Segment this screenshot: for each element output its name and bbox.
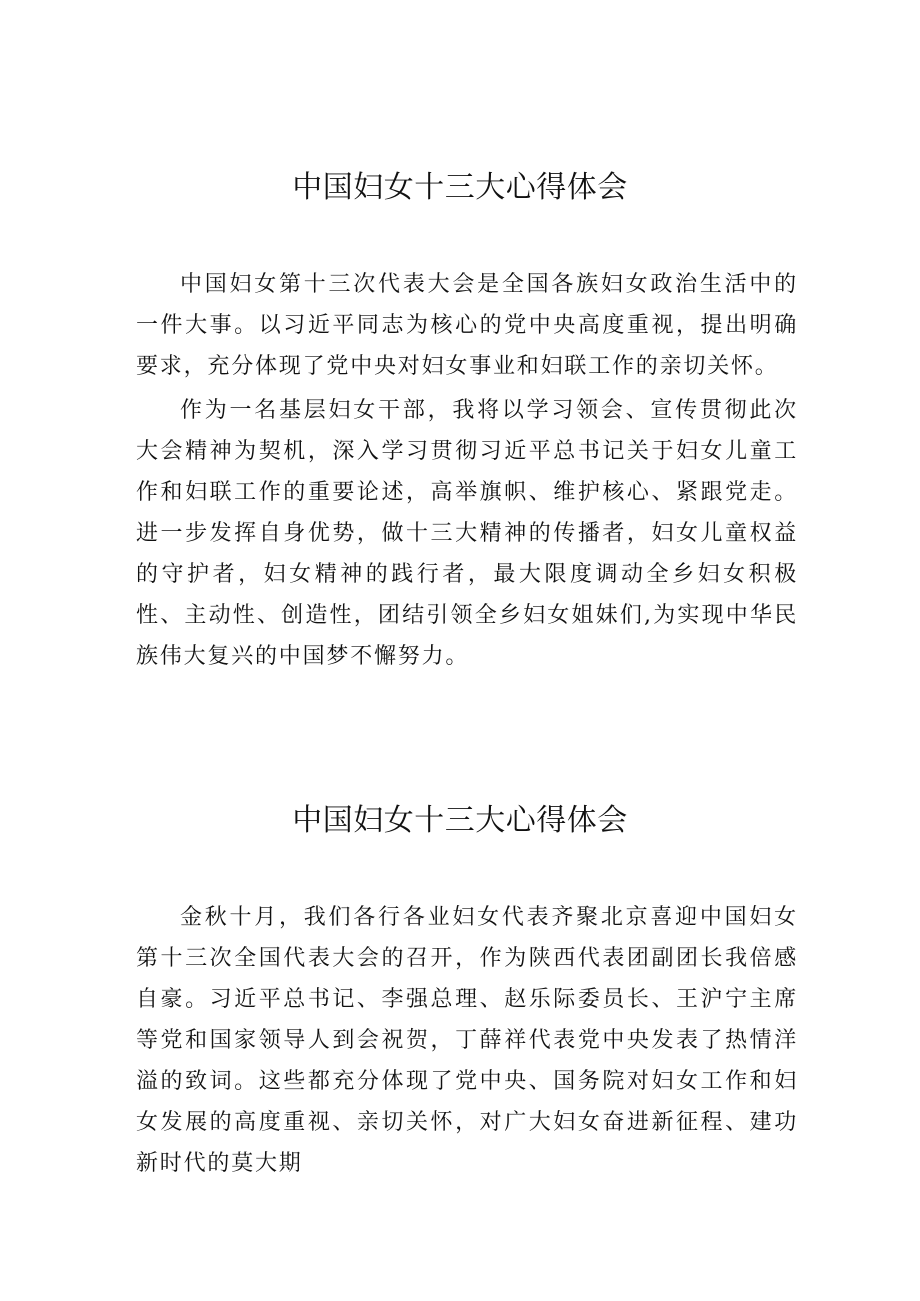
- article-body: [136, 264, 798, 677]
- paragraph: 金秋十月，我们各行各业妇女代表齐聚北京喜迎中国妇女第十三次全国代表大会的召开，作为陕西代表团副团长我倍感自豪。习近平总书记、李强总理、赵乐际委员长、王沪宁主席等党和国家领导人到会祝贺，丁薛祥代表党中央发表了热情洋溢的致词。这些都充分体现了党中央、国务院对妇女工作和妇女发展的高度重视、亲切关怀，对广大妇女奋进新征程、建功新时代的莫大期: [136, 905, 798, 1176]
- document-title: 中国妇女十三大心得体会: [292, 803, 628, 838]
- article-body: [136, 897, 798, 1184]
- paragraph: 中国妇女第十三次代表大会是全国各族妇女政治生活中的一件大事。以习近平同志为核心的党中央高度重视，提出明确要求，充分体现了党中央对妇女事业和妇联工作的亲切关怀。: [136, 272, 798, 379]
- document-title: 中国妇女十三大心得体会: [292, 170, 628, 205]
- paragraph: 作为一名基层妇女干部，我将以学习领会、宣传贯彻此次大会精神为契机，深入学习贯彻习近平总书记关于妇女儿童工作和妇联工作的重要论述，高举旗帜、维护核心、紧跟党走。进一步发挥自身优势，做十三大精神的传播者，妇女儿童权益的守护者，妇女精神的践行者，最大限度调动全乡妇女积极性、主动性、创造性，团结引领全乡妇女姐妹们,为实现中华民族伟大复兴的中国梦不懈努力。: [136, 398, 798, 669]
